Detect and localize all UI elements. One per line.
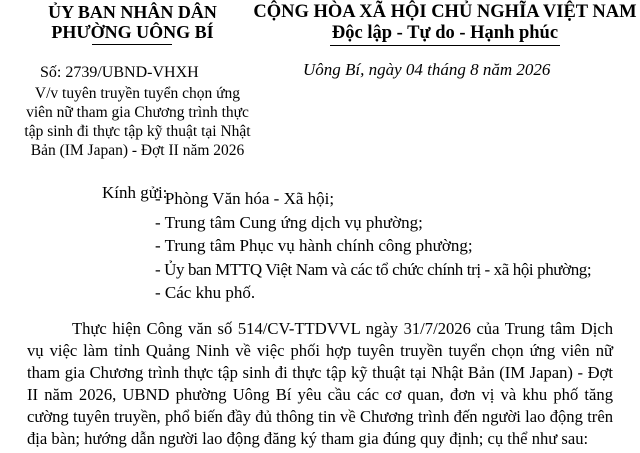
subject-line: V/v tuyên truyền tuyển chọn ứng bbox=[34, 85, 241, 102]
ward-name: PHƯỜNG UÔNG BÍ bbox=[51, 22, 214, 42]
body-text bbox=[27, 318, 613, 450]
recipient-item: - Ủy ban MTTQ Việt Nam và các tổ chức chính trị - xã hội phường; bbox=[155, 259, 592, 279]
issuing-authority bbox=[0, 2, 265, 42]
national-title: CỘNG HÒA XÃ HỘI CHỦ NGHĨA VIỆT NAM bbox=[253, 2, 637, 22]
recipient-item: - Phòng Văn hóa - Xã hội; bbox=[155, 189, 335, 208]
subject-line: tập sinh đi thực tập kỹ thuật tại Nhật bbox=[24, 123, 251, 140]
place-and-date: Uông Bí, ngày 04 tháng 8 năm 2026 bbox=[303, 60, 551, 79]
document-subject bbox=[0, 84, 275, 160]
recipient-item: - Trung tâm Phục vụ hành chính công phường; bbox=[155, 236, 473, 255]
national-motto: Độc lập - Tự do - Hạnh phúc bbox=[331, 23, 559, 43]
authority-name: ỦY BAN NHÂN DÂN bbox=[48, 2, 217, 22]
authority-underline bbox=[92, 44, 172, 45]
national-header bbox=[250, 2, 640, 44]
subject-line: viên nữ tham gia Chương trình thực bbox=[26, 104, 249, 121]
motto-underline bbox=[330, 45, 560, 46]
body-paragraph: Thực hiện Công văn số 514/CV-TTDVVL ngày 31/7/2026 của Trung tâm Dịch vụ việc làm tỉnh Quảng Ninh về việc phối hợp tuyên truyền tuyển chọn ứng viên nữ tham gia Chương trình thực tập sinh đi thực tập kỹ thuật tại Nhật Bản (IM Japan) - Đợt II năm 2026, UBND phường Uông Bí yêu cầu các cơ quan, đơn vị và khu phố tăng cường tuyên truyền, phổ biến đầy đủ thông tin về Chương trình đến người lao động trên địa bàn; hướng dẫn người lao động đăng ký tham gia đúng quy định; cụ thể như sau: bbox=[27, 319, 613, 448]
subject-line: Bản (IM Japan) - Đợt II năm 2026 bbox=[30, 142, 245, 159]
recipient-item: - Các khu phố. bbox=[155, 283, 256, 302]
recipient-list bbox=[155, 187, 591, 305]
greeting: Kính gửi: bbox=[102, 183, 168, 202]
recipient-item: - Trung tâm Cung ứng dịch vụ phường; bbox=[155, 212, 423, 232]
document-number: Số: 2739/UBND-VHXH bbox=[40, 64, 199, 81]
